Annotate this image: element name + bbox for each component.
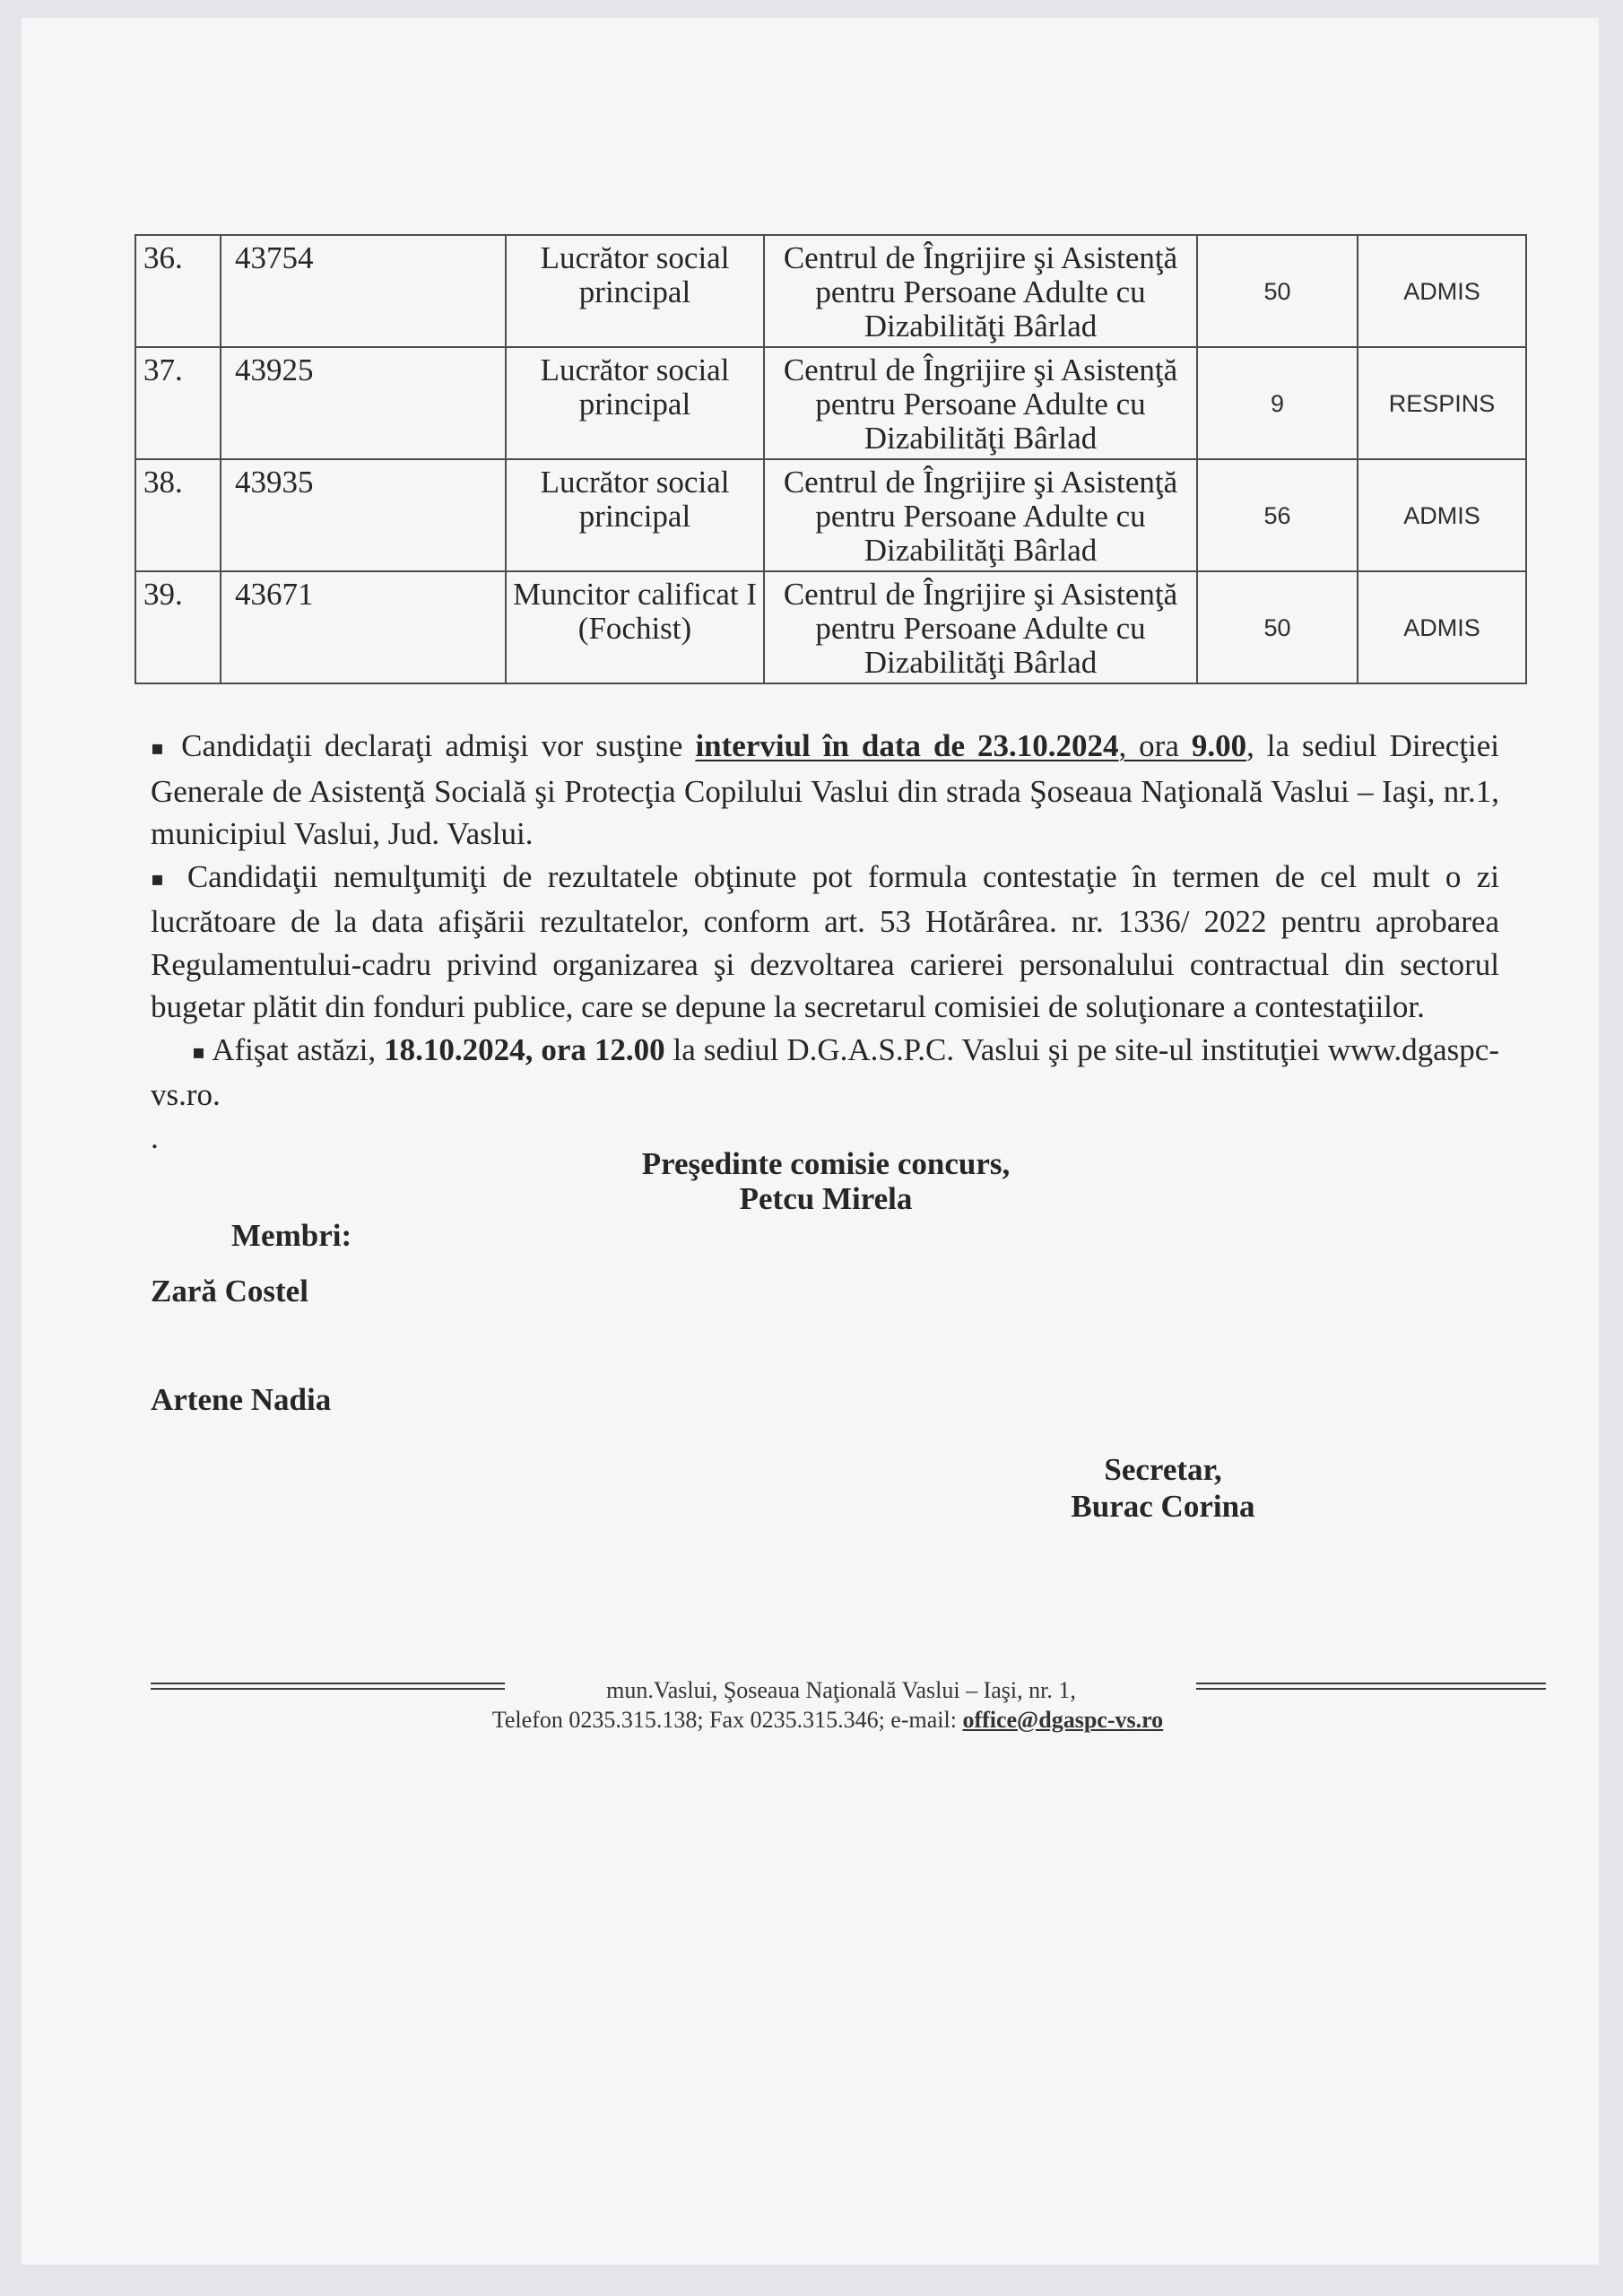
cell-status: RESPINS bbox=[1358, 347, 1526, 459]
result-row bbox=[135, 459, 1526, 571]
notice-posted-lead: Afişat astăzi, bbox=[212, 1031, 377, 1067]
cell-nr: 36. bbox=[135, 235, 221, 347]
cell-status: ADMIS bbox=[1358, 571, 1526, 683]
member-name: Zară Costel bbox=[151, 1274, 308, 1309]
cell-post: Muncitor calificat I (Fochist) bbox=[506, 571, 764, 683]
cell-unit: Centrul de Îngrijire şi Asistenţă pentru Persoane Adulte cu Dizabilităţi Bârlad bbox=[764, 459, 1197, 571]
cell-candidate-code: 43671 bbox=[221, 571, 506, 683]
footer-rule-right bbox=[1196, 1683, 1546, 1690]
notice-posted-location: la sediul D.G.A.S.P.C. Vaslui şi pe site-ul instituţiei www.dgaspc-vs.ro. bbox=[151, 1031, 1499, 1112]
footer-contact bbox=[469, 1707, 1186, 1734]
bullet-icon: ▪ bbox=[151, 737, 169, 760]
footer-rule-left bbox=[151, 1683, 505, 1690]
cell-nr: 37. bbox=[135, 347, 221, 459]
notice-appeal bbox=[151, 856, 1499, 1029]
cell-post: Lucrător social principal bbox=[506, 235, 764, 347]
bullet-icon: ▪ bbox=[151, 867, 172, 891]
interview-date: interviul în data de 23.10.2024 bbox=[695, 728, 1119, 763]
results-table bbox=[135, 234, 1527, 684]
trailing-dot: . bbox=[151, 1119, 159, 1155]
notice-interview bbox=[151, 725, 1499, 856]
cell-score: 50 bbox=[1197, 235, 1358, 347]
notice-posted bbox=[151, 1029, 1499, 1117]
interview-time: 9.00 bbox=[1191, 728, 1247, 763]
cell-post: Lucrător social principal bbox=[506, 347, 764, 459]
president-title: Preşedinte comisie concurs, bbox=[641, 1146, 1011, 1181]
interview-ora-label: , ora bbox=[1118, 728, 1179, 763]
secretary-title: Secretar, bbox=[1104, 1452, 1222, 1487]
notice-appeal-text: Candidaţii nemulţumiţi de rezultatele obţinute pot formula contestaţie în termen de cel mult o zi lucrătoare de la data afişării rezultatelor, conform art. 53 Hotărârea. nr. 1336/ 2022 pentru aprobarea Regulamentului-cadru privind organizarea şi dezvoltarea carierei personalului contractual din sectorul bugetar plătit din fonduri publice, care se depune la secretarul comisiei de soluţionare a contestaţiilor. bbox=[151, 858, 1499, 1024]
cell-unit: Centrul de Îngrijire şi Asistenţă pentru Persoane Adulte cu Dizabilităţi Bârlad bbox=[764, 571, 1197, 683]
cell-unit: Centrul de Îngrijire şi Asistenţă pentru Persoane Adulte cu Dizabilităţi Bârlad bbox=[764, 235, 1197, 347]
posted-datetime: 18.10.2024, ora 12.00 bbox=[384, 1031, 665, 1067]
cell-score: 50 bbox=[1197, 571, 1358, 683]
footer-contact-numbers: Telefon 0235.315.138; Fax 0235.315.346; e-mail: bbox=[491, 1707, 957, 1733]
result-row bbox=[135, 571, 1526, 683]
notice-interview-lead: Candidaţii declaraţi admişi vor susţine bbox=[181, 728, 683, 763]
result-row bbox=[135, 347, 1526, 459]
footer-address: mun.Vaslui, Şoseaua Naţională Vaslui – Iaşi, nr. 1, bbox=[606, 1677, 1076, 1703]
interview-location: , la sediul Direcţiei Generale de Asistenţă Socială şi Protecţia Copilului Vaslui din strada Şoseaua Naţională Vaslui – Iaşi, nr.1, municipiul Vaslui, Jud. Vaslui. bbox=[151, 728, 1500, 851]
cell-score: 56 bbox=[1197, 459, 1358, 571]
secretary-name: Burac Corina bbox=[1071, 1489, 1255, 1524]
bullet-icon: ▪ bbox=[192, 1040, 206, 1064]
notices-block bbox=[151, 725, 1499, 1159]
members-label: Membri: bbox=[231, 1218, 352, 1253]
cell-status: ADMIS bbox=[1358, 459, 1526, 571]
interview-schedule bbox=[695, 728, 1246, 763]
result-row bbox=[135, 235, 1526, 347]
cell-unit: Centrul de Îngrijire şi Asistenţă pentru Persoane Adulte cu Dizabilităţi Bârlad bbox=[764, 347, 1197, 459]
cell-candidate-code: 43935 bbox=[221, 459, 506, 571]
member-name: Artene Nadia bbox=[151, 1382, 332, 1417]
cell-nr: 38. bbox=[135, 459, 221, 571]
footer-email: office@dgaspc-vs.ro bbox=[962, 1707, 1164, 1733]
cell-post: Lucrător social principal bbox=[506, 459, 764, 571]
cell-candidate-code: 43925 bbox=[221, 347, 506, 459]
president-name: Petcu Mirela bbox=[739, 1181, 913, 1216]
cell-status: ADMIS bbox=[1358, 235, 1526, 347]
cell-score: 9 bbox=[1197, 347, 1358, 459]
cell-nr: 39. bbox=[135, 571, 221, 683]
cell-candidate-code: 43754 bbox=[221, 235, 506, 347]
